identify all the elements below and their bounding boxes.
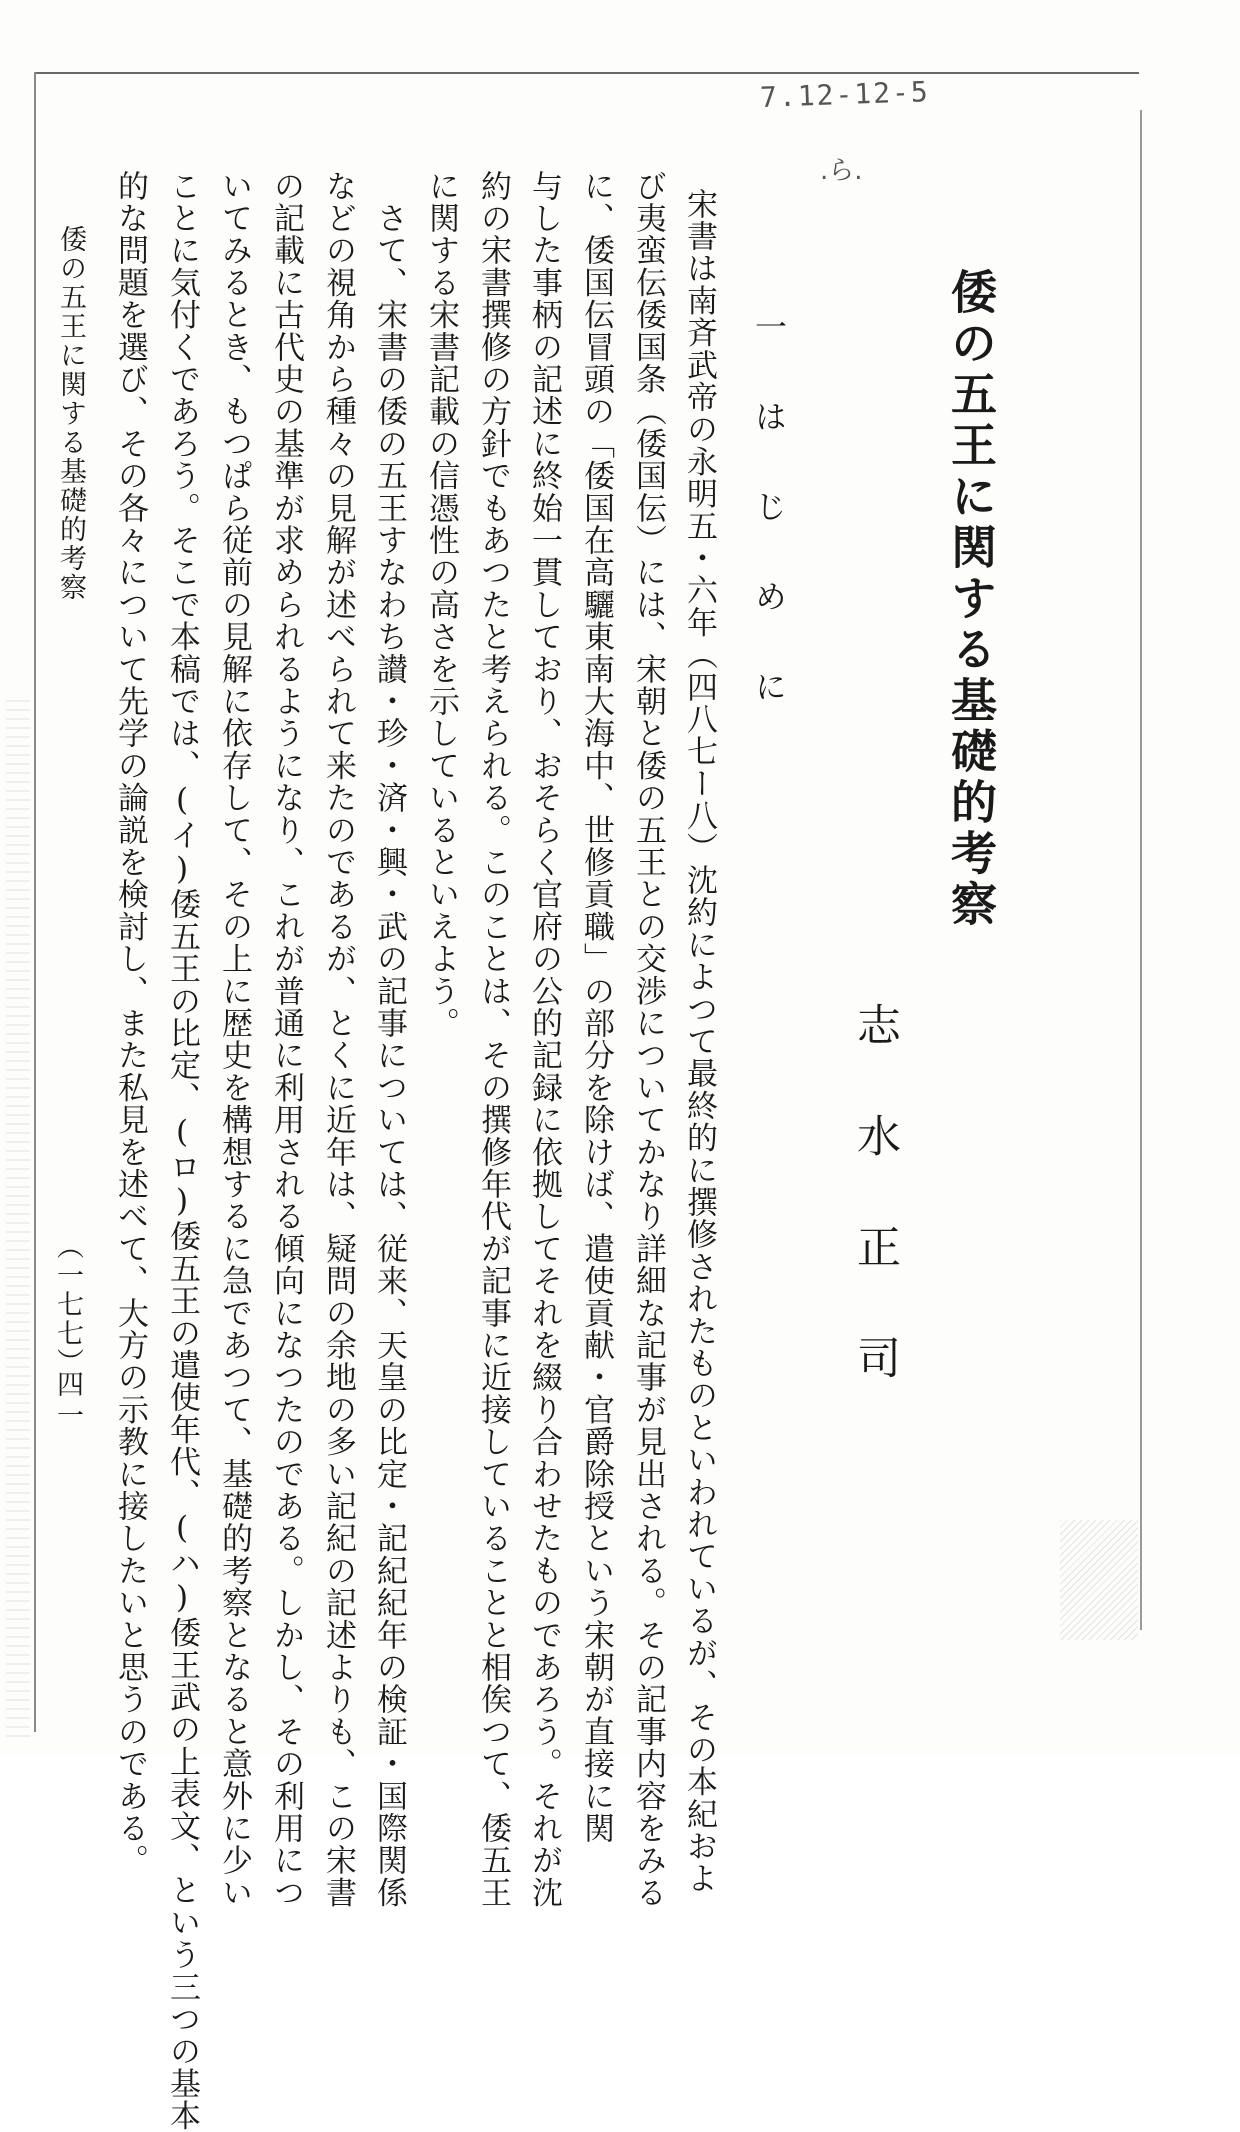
frame-left-line (34, 72, 36, 1732)
author-name: 志 水 正 司 (849, 1002, 900, 1387)
body-column: ことに気付くであろう。そこで本稿では、(イ)倭五王の比定、(ロ)倭五王の遣使年代、(ハ)倭王武の上表文、という三つの基本 (164, 170, 200, 2132)
body-column: 約の宋書撰修の方針でもあつたと考えられる。このことは、その撰修年代が記事に近接していることと相俟つて、倭五王 (475, 170, 511, 1909)
scan-noise-left (6, 700, 30, 1740)
body-column: さて、宋書の倭の五王すなわち讃・珍・済・興・武の記事については、従来、天皇の比定・記紀紀年の検証・国際関係 (371, 170, 407, 1909)
frame-right-line (1140, 110, 1142, 1630)
frame-top-line (34, 72, 1139, 74)
body-column: び夷蛮伝倭国条（倭国伝）には、宋朝と倭の五王との交渉についてかなり詳細な記事が見出される。その記事内容をみる (630, 170, 666, 1909)
running-footer-title: 倭の五王に関する基礎的考察 (55, 225, 86, 602)
page-number-parenthetical: （一七七） (52, 1232, 83, 1377)
body-column: などの視角から種々の見解が述べられて来たのであるが、とくに近年は、疑問の余地の多い記紀の記述よりも、この宋書 (320, 170, 356, 1909)
margin-scribble: .ら. (820, 156, 863, 186)
article-title: 倭の五王に関する基礎的考察 (944, 268, 998, 931)
section-heading: 一 は じ め に (750, 310, 788, 712)
scan-noise-right (1060, 1520, 1138, 1640)
body-column: に、倭国伝冒頭の「倭国在高驪東南大海中、世修貢職」の部分を除けば、遣使貢献・官爵除授という宋朝が直接に関 (578, 170, 614, 1845)
body-column: 与した事柄の記述に終始一貫しており、おそらく官府の公的記録に依拠してそれを綴り合わせたものであろう。それが沈 (526, 170, 562, 1909)
body-column: いてみるとき、もつぱら従前の見解に依存して、その上に歴史を構想するに急であつて、基礎的考察となると意外に少い (216, 170, 252, 1909)
body-column: に関する宋書記載の信憑性の高さを示しているといえよう。 (423, 170, 459, 1040)
handwritten-note: 7.12-12-5 (759, 75, 931, 114)
body-column: 宋書は南斉武帝の永明五・六年（四八七ー八）沈約によつて最終的に撰修されたものといわれているが、その本紀およ (681, 188, 717, 1895)
body-column: の記載に古代史の基準が求められるようになり、これが普通に利用される傾向になつたのである。しかし、その利用につ (268, 170, 304, 1909)
page-number: 四一 (52, 1370, 83, 1432)
body-column: 的な問題を選び、その各々について先学の論説を検討し、また私見を述べて、大方の示教に接したいと思うのである。 (112, 170, 148, 1877)
